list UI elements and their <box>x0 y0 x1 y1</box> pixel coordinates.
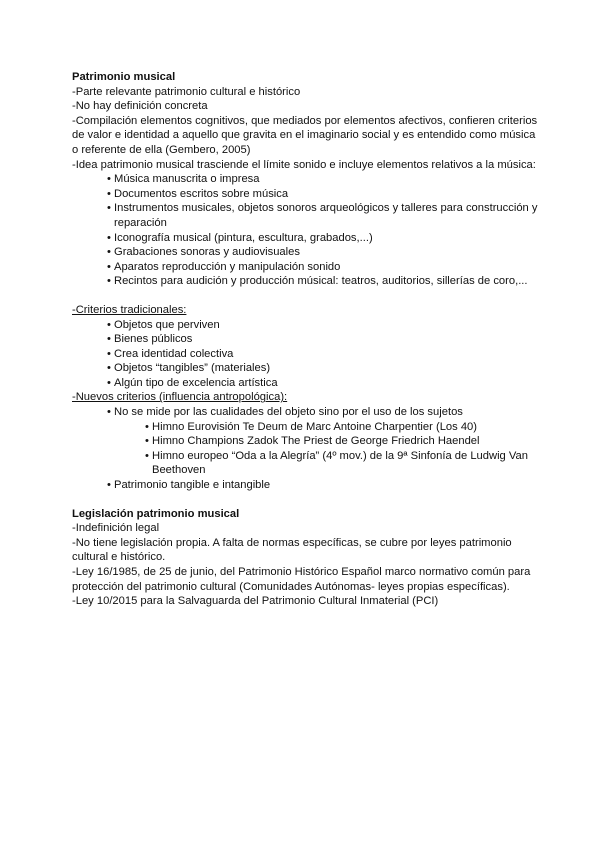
list-item: • Himno Champions Zadok The Priest de George Friedrich Haendel <box>145 435 480 448</box>
bullet-icon: • <box>107 246 111 259</box>
list-item: • Documentos escritos sobre música <box>107 187 289 200</box>
list-item: • Himno Eurovisión Te Deum de Marc Antoine Charpentier (Los 40) <box>145 420 478 433</box>
list-item: • Objetos que perviven <box>107 318 220 331</box>
bullet-list-nuevos-criterios-cont <box>72 478 542 493</box>
bullet-list-himnos <box>72 420 542 478</box>
list-item: • Crea identidad colectiva <box>107 347 234 360</box>
list-item: • Recintos para audición y producción músical: teatros, auditorios, sillerías de coro,... <box>107 275 528 288</box>
list-item: • Patrimonio tangible e intangible <box>107 479 271 492</box>
list-item: • Iconografía musical (pintura, escultura, grabados,...) <box>107 231 373 244</box>
bullet-icon: • <box>107 479 111 492</box>
bullet-list-nuevos-criterios <box>72 405 542 420</box>
list-item: • Música manuscrita o impresa <box>107 173 260 186</box>
bullet-icon: • <box>145 420 149 433</box>
bullet-icon: • <box>145 435 149 448</box>
list-item: • Objetos “tangibles” (materiales) <box>107 362 271 375</box>
bullet-list-elementos-musica <box>72 172 542 289</box>
text-line: -No tiene legislación propia. A falta de normas específicas, se cubre por leyes patrimonio cultural e histórico. <box>72 536 512 564</box>
bullet-icon: • <box>107 173 111 186</box>
text-line: -No hay definición concreta <box>72 100 208 113</box>
list-item: • Algún tipo de excelencia artística <box>107 376 278 389</box>
list-item: • Bienes públicos <box>107 333 193 346</box>
bullet-icon: • <box>107 275 111 288</box>
section-title-patrimonio-musical: Patrimonio musical <box>72 71 176 83</box>
list-item: • No se mide por las cualidades del objeto sino por el uso de los sujetos <box>107 406 463 419</box>
document-page <box>72 70 542 609</box>
text-line: -Parte relevante patrimonio cultural e histórico <box>72 85 301 98</box>
text-line: -Ley 16/1985, de 25 de junio, del Patrimonio Histórico Español marco normativo común para protección del patrimonio cultural (Comunidades Autónomas- leyes propias específicas). <box>72 566 531 593</box>
nuevos-criterios-label: -Nuevos criterios (influencia antropológica): <box>72 391 288 404</box>
bullet-icon: • <box>107 362 111 375</box>
bullet-icon: • <box>107 187 111 200</box>
bullet-icon: • <box>107 231 111 244</box>
bullet-icon: • <box>145 449 149 462</box>
spacer <box>72 493 542 507</box>
bullet-icon: • <box>107 376 111 389</box>
list-item: • Aparatos reproducción y manipulación sonido <box>107 260 341 273</box>
bullet-icon: • <box>107 202 111 215</box>
bullet-list-criterios-tradicionales <box>72 318 542 391</box>
list-item: • Grabaciones sonoras y audiovisuales <box>107 246 300 259</box>
criterios-tradicionales-label: -Criterios tradicionales: <box>72 303 187 316</box>
spacer <box>72 289 542 303</box>
bullet-icon: • <box>107 318 111 331</box>
text-line: -Compilación elementos cognitivos, que mediados por elementos afectivos, confieren criterios de valor e identidad a aquello que gravita en el imaginario social y es entendido como música o referente de ella (Gembero, 2005) <box>72 114 538 156</box>
bullet-icon: • <box>107 260 111 273</box>
bullet-icon: • <box>107 347 111 360</box>
list-item: • Himno europeo “Oda a la Alegría” (4º mov.) de la 9ª Sinfonía de Ludwig Van Beethoven <box>145 449 528 477</box>
section-title-legislacion: Legislación patrimonio musical <box>72 507 240 520</box>
list-item: • Instrumentos musicales, objetos sonoros arqueológicos y talleres para construcción y reparación <box>107 202 538 229</box>
text-line: -Indefinición legal <box>72 522 160 535</box>
text-line: -Idea patrimonio musical trasciende el límite sonido e incluye elementos relativos a la música: <box>72 158 536 171</box>
bullet-icon: • <box>107 406 111 419</box>
text-line: -Ley 10/2015 para la Salvaguarda del Patrimonio Cultural Inmaterial (PCI) <box>72 595 439 608</box>
bullet-icon: • <box>107 333 111 346</box>
